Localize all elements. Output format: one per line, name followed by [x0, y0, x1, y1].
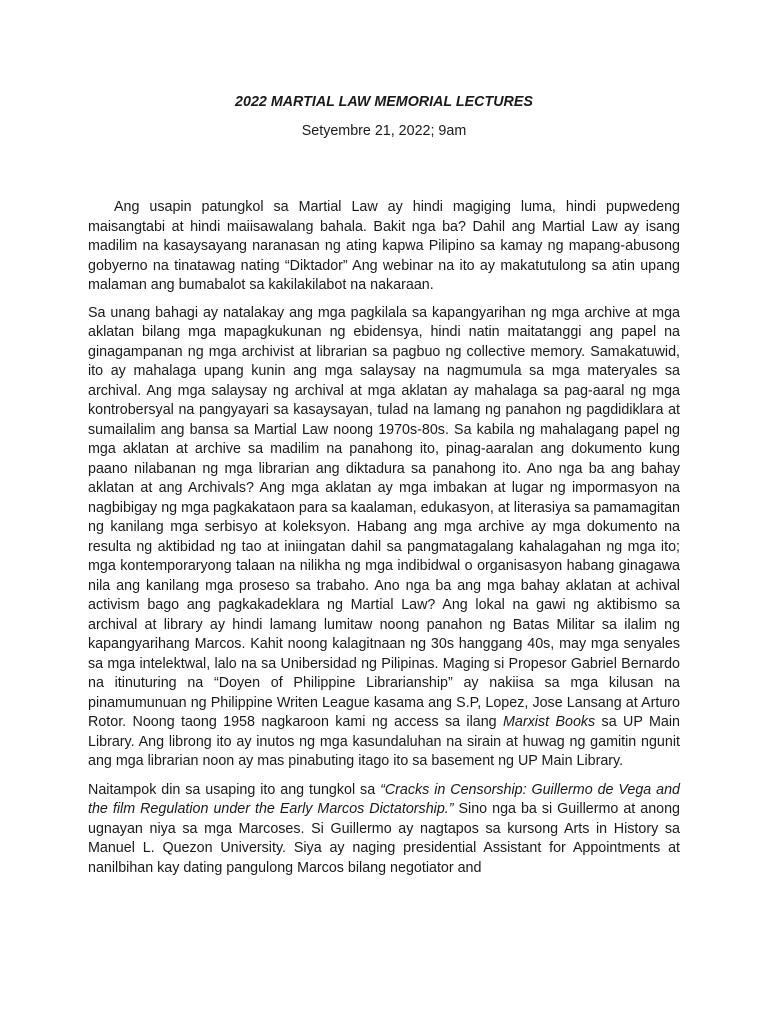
paragraph-censorship	[88, 781, 680, 879]
document-date: Setyembre 21, 2022; 9am	[301, 123, 467, 139]
paragraph-archives	[88, 304, 680, 772]
document-title: 2022 MARTIAL LAW MEMORIAL LECTURES	[235, 94, 533, 110]
text-segment: Sa unang bahagi ay natalakay ang mga pagkilala sa kapangyarihan ng mga archive at mga aklatan bilang mga mapagkukunan ng ebidensya, hindi natin maitatanggi ang papel na ginagampanan ng mga archivist at librarian sa pagbuo ng collective memory. Samakatuwid, ito ay mahalaga upang kunin ang mga salaysay na nagmumula sa mga materyales sa archival. Ang mga salaysay ng archival at mga aklatan ay mahalaga sa pag-aaral ng mga kontrobersyal na pangyayari sa kasaysayan, tulad na lamang ng panahon ng pagdidiklara at sumailalim ang bansa sa Martial Law noong 1970s-80s. Sa kabila ng mahalagang papel ng mga aklatan at archive sa madilim na panahong ito, pinag-aaralan ang dokumento kung paano nilabanan ng mga librarian ang diktadura sa panahong ito. Ano nga ba ang bahay aklatan at ang Archivals? Ang mga aklatan ay mga imbakan at lugar ng impormasyon na nagbibigay ng mga pagkakataon para sa kaalaman, edukasyon, at literasiya sa pamamagitan ng kanilang mga serbisyo at koleksyon. Habang ang mga archive ay mga dokumento na resulta ng aktibidad ng tao at iniingatan dahil sa pangmatagalang kahalagahan ng mga ito; mga kontemporaryong talaan na nilikha ng mga indibidwal o organisasyon habang ginagawa nila ang kanilang mga proseso sa trabaho. Ano nga ba ang mga bahay aklatan at achival activism bago ang pagkakadeklara ng Martial Law? Ang lokal na gawi ng aktibismo sa archival at library ay hindi lamang lumitaw noong panahon ng Batas Militar sa ilalim ng kapangyarihang Marcos. Kahit noong kalagitnaan ng 30s hanggang 40s, may mga senyales sa mga intelektwal, lalo na sa Unibersidad ng Pilipinas. Maging si Propesor Gabriel Bernardo na itinuturing na “Doyen of Philippine Librarianship” ay nakiisa sa mga kilusan na pinamumunuan ng Philippine Writen League kasama ang S.P, Lopez, Jose Lansang at Arturo Rotor. Noong taong 1958 nagkaroon kami ng access sa ilang	[88, 304, 680, 730]
text-segment: sa UP Main Library. Ang librong ito ay inutos ng mga kasundaluhan na sirain at huwag ng gamitin ngunit ang mga librarian noon ay mas pinabuting itago ito sa basement ng UP Main Library.	[88, 714, 680, 769]
italic-lecture-title: “Cracks in Censorship: Guillermo de Vega and the film Regulation under the Early Marcos Dictatorship.”	[88, 781, 681, 817]
italic-book-title: Marxist Books	[503, 714, 596, 730]
text-segment: Ang usapin patungkol sa Martial Law ay hindi magiging luma, hindi pupwedeng maisangtabi at hindi maiisawalang bahala. Bakit nga ba? Dahil ang Martial Law ay isang madilim na kasaysayang naranasan ng ating kapwa Pilipino sa kamay ng mapang-abusong gobyerno na tinatawag nating “Diktador” Ang webinar na ito ay makatutulong sa atin upang malaman ang bumabalot sa kakilakilabot na nakaraan.	[88, 199, 680, 293]
text-segment: Sino nga ba si Guillermo at anong ugnayan niya sa mga Marcoses. Si Guillermo ay nagtapos sa kursong Arts in History sa Manuel L. Quezon University. Siya ay naging presidential Assistant for Appointments at nanilbihan kay dating pangulong Marcos bilang negotiator and	[88, 801, 681, 876]
text-segment: Naitampok din sa usaping ito ang tungkol sa	[88, 781, 381, 798]
document-page	[88, 88, 680, 878]
paragraph-intro	[88, 198, 680, 296]
